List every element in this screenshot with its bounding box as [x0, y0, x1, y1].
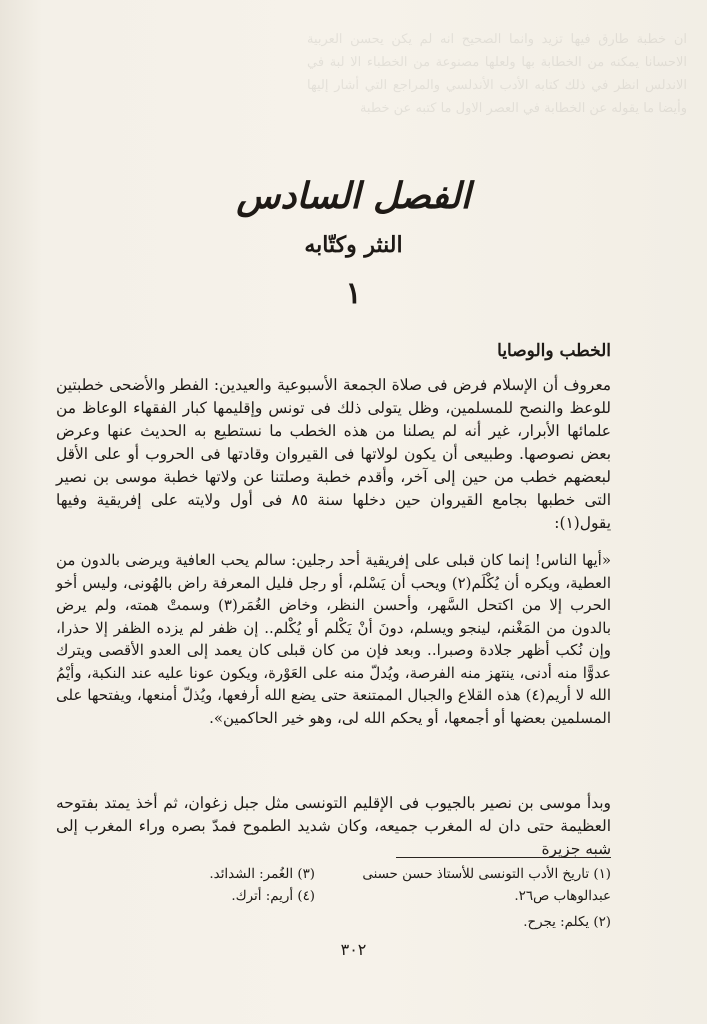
footnote-1-continued: عبدالوهاب ص٢٦. — [514, 889, 611, 904]
footnote-4: (٤) أريم: أترك. — [231, 889, 315, 904]
page-number: ٣٠٢ — [340, 940, 367, 959]
footnote-divider — [396, 857, 611, 858]
quoted-speech: «أيها الناس! إنما كان قبلى على إفريقية أحد رجلين: سالم يحب العافية ويرضى بالدون من العطية، ويكره أن يُكْلَم(٢) ويحب أن يَسْلم، أو رجل فليل المعرفة راض بالهُونى، وليس أخو الحرب إلا من اكتحل السَّهر، وأحسن النظر، وخاض الغُمَر(٣) وسمتْ همته، ولم يرض بالدون من المَغْنم، لينجو ويسلم، دونَ أنْ يَكْلم أو يُكْلم.. إن ظفر لم يزده الظفر إلا حذرا، وإن نُكب أظهر جلادة وصبرا.. وبعد فإن من كان قبلى كان يعمد إلى العدو الأقصى ويترك عدوًّا منه أدنى، ينتهز منه الفرصة، ويُدلّ منه على العَوْرة، ويكون عونا عليه عند النكبة، وأيْمُ الله لا أريم(٤) هذه القلاع والجبال الممتنعة حتى يضع الله أرفعها، ويُذلّ أمنعها، ويفتحها على المسلمين بعضها أو أجمعها، أو يحكم الله لى، وهو خير الحاكمين». — [56, 551, 612, 727]
chapter-subtitle: النثر وكتّابه — [304, 232, 403, 258]
closing-paragraph: وبدأ موسى بن نصير بالجيوب فى الإقليم التونسى مثل جبل زغوان، ثم أخذ يمتد بفتوحه العظيمة حتى دان له المغرب جميعه، وكان شديد الطموح فمدّ بصره وراء المغرب إلى شبه جزيرة — [56, 794, 611, 858]
section-heading: الخطب والوصايا — [497, 341, 611, 361]
intro-paragraph: معروف أن الإسلام فرض فى صلاة الجمعة الأسبوعية والعيدين: الفطر والأضحى خطبتين للوعظ والنصح للمسلمين، وظل يتولى ذلك فى تونس وإقليمها كبار الفقهاء الوعاظ من علمائها الأبرار، غير أنه لم يصلنا من هذه الخطب ما نستطيع به الحديث عنها وعرض بعض نصوصها. وطبيعى أن يكون لولاتها فى القيروان وقادتها فى الحروب أو على الأقل لبعضهم خطب من حين إلى آخر، وأقدم خطبة وصلتنا عن ولاتها خطبة موسى بن نصير التى خطبها بجامع القيروان حين دخلها سنة ٨٥ فى أول ولايته على إفريقية وفيها يقول(١): — [56, 376, 611, 532]
chapter-title: الفصل السادس — [236, 175, 471, 217]
footnote-3: (٣) الغُمر: الشدائد. — [209, 867, 315, 882]
footnote-1: (١) تاريخ الأدب التونسى للأستاذ حسن حسنى — [362, 867, 611, 882]
bleed-through-text: ان خطبة طارق فيها تزيد وانما الصحيح انه لم يكن يحسن العربية الاحسانا يمكنه من الخطابة بها ولعلها مصنوعة من الخطباء الا لبة في الاندلس انظر في ذلك كتابه الأدب الأندلسي والمراجع التي أشار إليها وأيضا ما يقوله عن الخطابة في العصر الاول ما كتبه عن خطبة — [307, 32, 687, 116]
section-number: ١ — [345, 276, 362, 311]
footnote-2: (٢) يكلم: يجرح. — [523, 915, 611, 930]
